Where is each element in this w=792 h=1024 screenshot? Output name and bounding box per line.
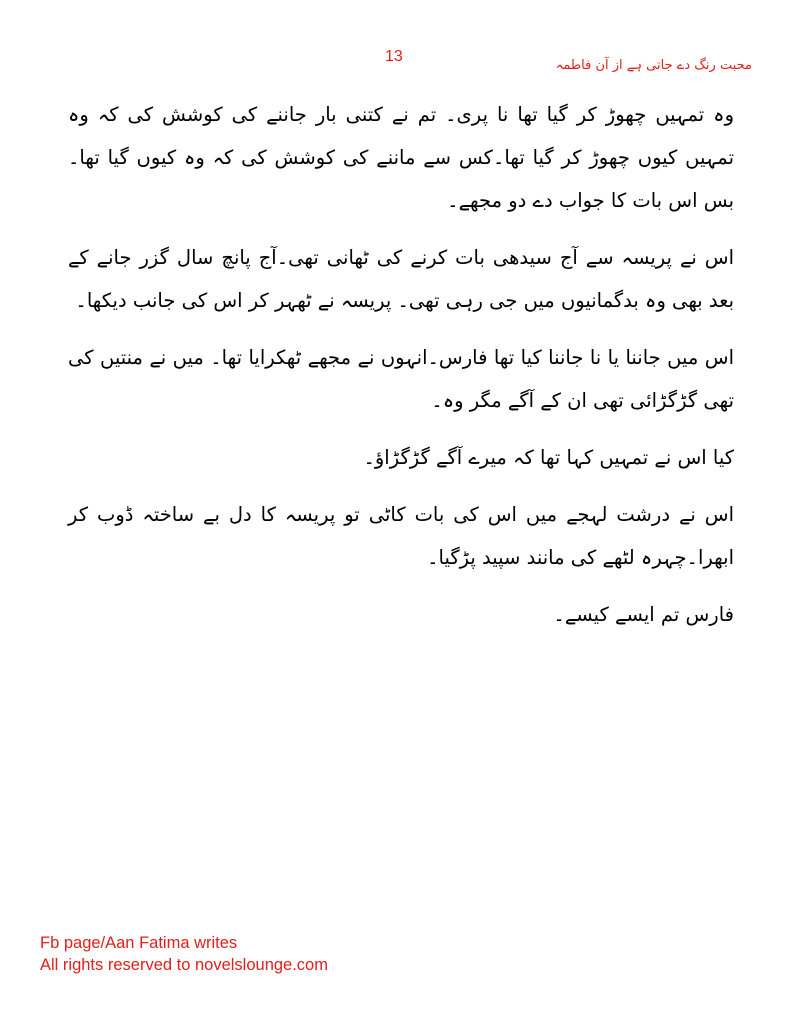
paragraph-2: اس نے پریسہ سے آج سیدھی بات کرنے کی ٹھانی تھی۔آج پانچ سال گزر جانے کے بعد بھی وہ بدگمانیوں میں جی رہی تھی۔ پریسہ نے ٹھہر کر اس کی جانب دیکھا۔ [68,246,734,312]
paragraph-3: اس میں جاننا یا نا جاننا کیا تھا فارس۔انہوں نے مجھے ٹھکرایا تھا۔ میں نے منتیں کی تھی گڑگڑائی تھی ان کے آگے مگر وہ۔ [68,346,734,412]
footer [40,932,328,976]
paragraph-1: وہ تمہیں چھوڑ کر گیا تھا نا پری۔ تم نے کتنی بار جاننے کی کوشش کی کہ وہ تمہیں کیوں چھوڑ کر گیا تھا۔کس سے ماننے کی کوشش کی کہ وہ کیوں گیا تھا۔ بس اس بات کا جواب دے دو مجھے۔ [68,103,734,212]
footer-rights: All rights reserved to novelslounge.com [40,956,328,974]
paragraph-4: کیا اس نے تمہیں کہا تھا کہ میرے آگے گڑگڑاؤ۔ [363,446,734,469]
body-text [68,93,734,636]
footer-fb-page: Fb page/Aan Fatima writes [40,934,238,952]
paragraph-5: اس نے درشت لہجے میں اس کی بات کاٹی تو پریسہ کا دل بے ساختہ ڈوب کر ابھرا۔چہرہ لٹھے کی مانند سپید پڑگیا۔ [68,503,734,569]
running-header-title: محبت رنگ دے جاتی ہے از آن فاطمہ [555,58,752,73]
page-number: 13 [385,48,403,65]
paragraph-6: فارس تم ایسے کیسے۔ [553,603,734,626]
